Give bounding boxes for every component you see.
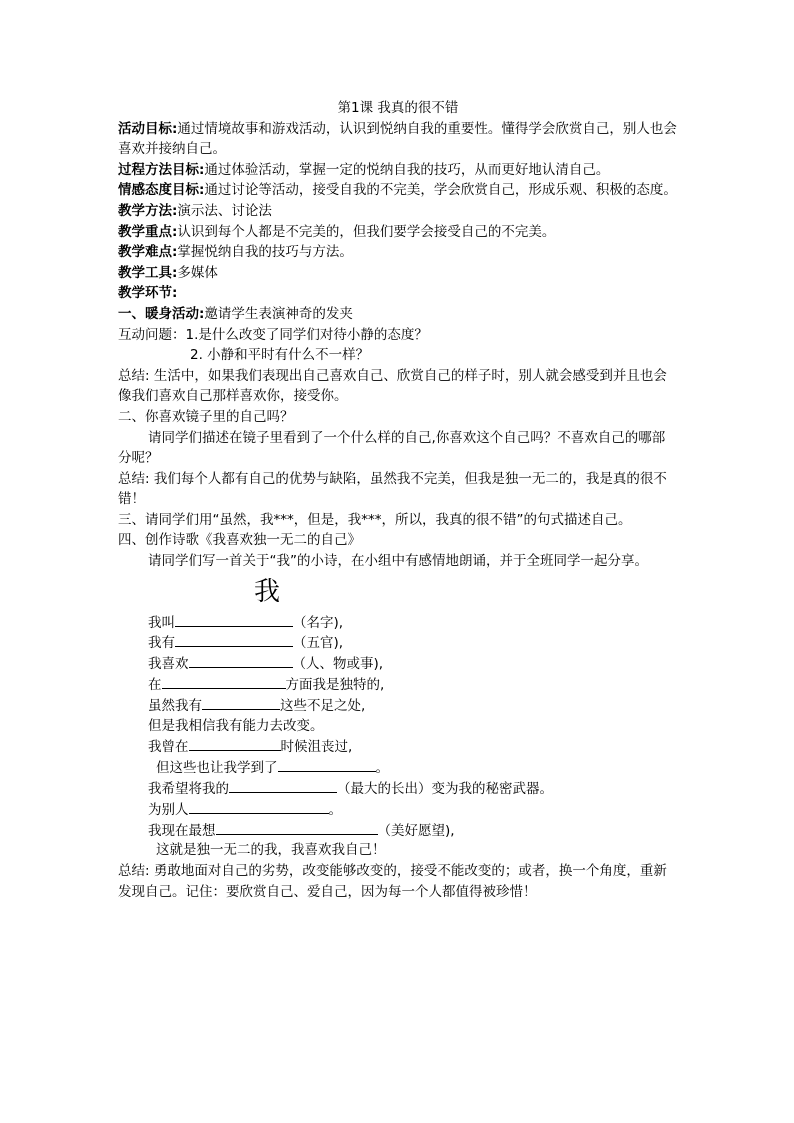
poem-text: 我有 [148, 635, 175, 652]
section4-text: 请同学们写一首关于“我”的小诗，在小组中有感情地朗诵，并于全班同学一起分享。 [148, 553, 648, 570]
section3-heading: 三、请同学们用“虽然，我***，但是，我***，所以，我真的很不错”的句式描述自己。 [118, 511, 632, 528]
poem-text: （名字), [293, 614, 344, 631]
poem-text: （美好愿望), [377, 822, 455, 839]
objective-text: 掌握悦纳自我的技巧与方法。 [177, 244, 353, 261]
poem-text: 但是我相信我有能力去改变。 [148, 717, 324, 734]
poem-text: 。 [375, 760, 389, 777]
poem-line [148, 674, 678, 695]
poem-text: 虽然我有 [148, 697, 202, 714]
fill-blank[interactable] [216, 820, 378, 835]
poem-text: 这些不足之处, [280, 697, 366, 714]
poem-text: 我叫 [148, 614, 175, 631]
section1-text: 邀请学生表演神奇的发夹 [204, 305, 353, 322]
lesson-title: 第1课 我真的很不错 [337, 100, 459, 116]
objective-text: 通过体验活动，掌握一定的悦纳自我的技巧，从而更好地认清自己。 [204, 161, 610, 178]
poem-line [148, 612, 678, 633]
poem-line [148, 716, 678, 737]
section2-text: 请同学们描述在镜子里看到了一个什么样的自己,你喜欢这个自己吗？不喜欢自己的哪部分呢？ [118, 429, 666, 467]
objective-label: 教学环节: [118, 285, 178, 302]
objective-process [118, 160, 678, 181]
teaching-steps [118, 283, 678, 304]
teaching-difficulty [118, 242, 678, 263]
document-page [118, 98, 678, 902]
section1-label: 一、暖身活动: [118, 305, 205, 322]
final-summary: 总结: 勇敢地面对自己的劣势，改变能够改变的，接受不能改变的；或者，换一个角度，重新发现自己。记住：要欣赏自己、爱自己，因为每一个人都值得被珍惜！ [118, 863, 667, 900]
poem-text: 。 [328, 801, 342, 818]
fill-blank[interactable] [162, 674, 286, 689]
objective-label: 过程方法目标: [118, 161, 205, 178]
fill-blank[interactable] [189, 653, 293, 668]
objective-text: 通过讨论等活动，接受自我的不完美，学会欣赏自己，形成乐观、积极的态度。 [204, 182, 677, 199]
fill-blank[interactable] [189, 736, 281, 751]
objective-label: 教学工具: [118, 264, 178, 281]
poem-text: 为别人 [148, 801, 189, 818]
objective-label: 情感态度目标: [118, 182, 205, 199]
poem-line [148, 653, 678, 674]
poem-line [148, 799, 678, 820]
objective-label: 教学难点: [118, 244, 178, 261]
poem-line [148, 820, 678, 841]
poem-title: 我 [254, 576, 281, 607]
poem-text: 我喜欢 [148, 656, 189, 673]
objective-text: 演示法、讨论法 [177, 202, 272, 219]
fill-blank[interactable] [189, 799, 329, 814]
fill-blank[interactable] [175, 632, 293, 647]
poem-text: （最大的长出）变为我的秘密武器。 [337, 781, 553, 798]
fill-blank[interactable] [278, 757, 376, 772]
fill-blank[interactable] [175, 612, 293, 627]
poem-text: （人、物或事), [292, 656, 384, 673]
objective-emotion [118, 180, 678, 201]
section1-question2: 2. 小静和平时有什么不一样？ [190, 347, 370, 364]
poem-line [148, 632, 678, 653]
poem-line [148, 695, 678, 716]
objective-label: 教学重点: [118, 223, 178, 240]
question-text: 1.是什么改变了同学们对待小静的态度？ [185, 326, 428, 343]
objective-label: 活动目标: [118, 120, 178, 137]
teaching-focus [118, 222, 678, 243]
fill-blank[interactable] [229, 778, 337, 793]
poem [118, 612, 678, 862]
objective-text: 通过情境故事和游戏活动，认识到悦纳自我的重要性。懂得学会欣赏自己，别人也会喜欢并接纳自己。 [118, 120, 677, 158]
objective-activity [118, 119, 678, 160]
poem-line [148, 736, 678, 757]
poem-text: 这就是独一无二的我，我喜欢我自己！ [156, 842, 386, 859]
section1-heading [118, 304, 678, 325]
poem-text: 在 [148, 677, 162, 694]
objective-label: 教学方法: [118, 202, 178, 219]
poem-text: 时候沮丧过, [280, 739, 353, 756]
poem-text: 我希望将我的 [148, 781, 229, 798]
teaching-tools [118, 263, 678, 284]
fill-blank[interactable] [202, 695, 280, 710]
section1-summary: 总结: 生活中，如果我们表现出自己喜欢自己、欣赏自己的样子时，别人就会感受到并且也会像我们喜欢自己那样喜欢你，接受你。 [118, 367, 667, 405]
poem-text: 方面我是独特的, [285, 677, 385, 694]
poem-line [148, 757, 678, 778]
poem-text: 我现在最想 [148, 822, 216, 839]
poem-text: 但这些也让我学到了 [156, 760, 278, 777]
section4-heading: 四、创作诗歌《我喜欢独一无二的自己》 [118, 532, 361, 549]
section1-question1 [118, 325, 678, 346]
poem-text: （五官), [293, 635, 344, 652]
objective-text: 多媒体 [177, 264, 218, 281]
poem-line [148, 778, 678, 799]
poem-line [148, 840, 678, 861]
objective-text: 认识到每个人都是不完美的，但我们要学会接受自己的不完美。 [177, 223, 556, 240]
question-label: 互动问题： [118, 326, 186, 343]
section2-heading: 二、你喜欢镜子里的自己吗？ [118, 408, 294, 425]
poem-text: 我曾在 [148, 739, 189, 756]
teaching-method [118, 201, 678, 222]
section2-summary: 总结: 我们每个人都有自己的优势与缺陷，虽然我不完美，但我是独一无二的，我是真的很不错！ [118, 470, 667, 508]
